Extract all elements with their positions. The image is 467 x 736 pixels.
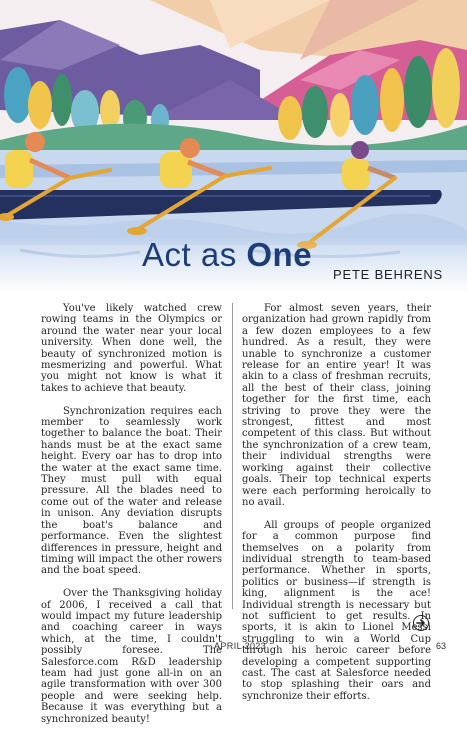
paragraph: For almost seven years, their organization had grown rapidly from a few dozen employees to a few hundred. As a result, they were unable to synchronize a customer release for an entire year! It was akin to a class of freshman recruits, all the best of their class, joining together for the first time, each striving to prove they were the strongest, fittest and most competent of this class. But without the synchronization of a crew team, their individual strengths were working against their collective goals. Their top technical experts were each performing heroically to no avail. bbox=[242, 303, 431, 508]
column-divider bbox=[232, 303, 233, 609]
next-page-button[interactable] bbox=[413, 615, 429, 631]
paragraph: Over the Thanksgiving holiday of 2006, I received a call that would impact my future leadership and coaching career in ways which, at the time, I couldn't possibly foresee. The Salesforce.com R&D leadership team had just gone all-in on an agile transformation with over 300 people and were seeking help. Because it was everything but a synchronized beauty! bbox=[41, 588, 222, 725]
paragraph: You've likely watched crew rowing teams in the Olympics or around the water near your local university. When done well, the beauty of synchronized motion is mesmerizing and powerful. What you might not know is what it takes to achieve that beauty. bbox=[41, 303, 222, 394]
paragraph: Synchronization requires each member to seamlessly work together to balance the boat. Their hands must be at the exact same height. Every oar has to drop into the water at the exact same time. They must pull with equal pressure. All the blades need to come out of the water and release in unison. Any deviation disrupts the boat's balance and performance. Even the slightest differences in pressure, height and timing will impact the other rowers and the boat speed. bbox=[41, 405, 222, 577]
article-title-light: Act as bbox=[142, 236, 247, 273]
issue-date: APRIL 2023 bbox=[214, 641, 267, 651]
article-title-bold: One bbox=[246, 236, 313, 273]
article-author: PETE BEHRENS bbox=[333, 267, 444, 282]
body-column-left bbox=[41, 303, 222, 736]
paragraph: All groups of people organized for a common purpose find themselves on a polarity from individual strength to team-based performance. Whether in sports, politics or business—if strength is king, alignment is the ace! Individual strength is necessary but not sufficient to get results. In sports, it is akin to Lionel Messi struggling to win a World Cup through his heroic career before developing a competent supporting cast. The cast at Salesforce needed to stop splashing their oars and synchronize their efforts. bbox=[242, 519, 431, 702]
arrow-right-circle-icon bbox=[416, 618, 426, 628]
article-title bbox=[142, 236, 312, 274]
body-column-right bbox=[242, 303, 431, 714]
page-number: 63 bbox=[436, 641, 447, 651]
